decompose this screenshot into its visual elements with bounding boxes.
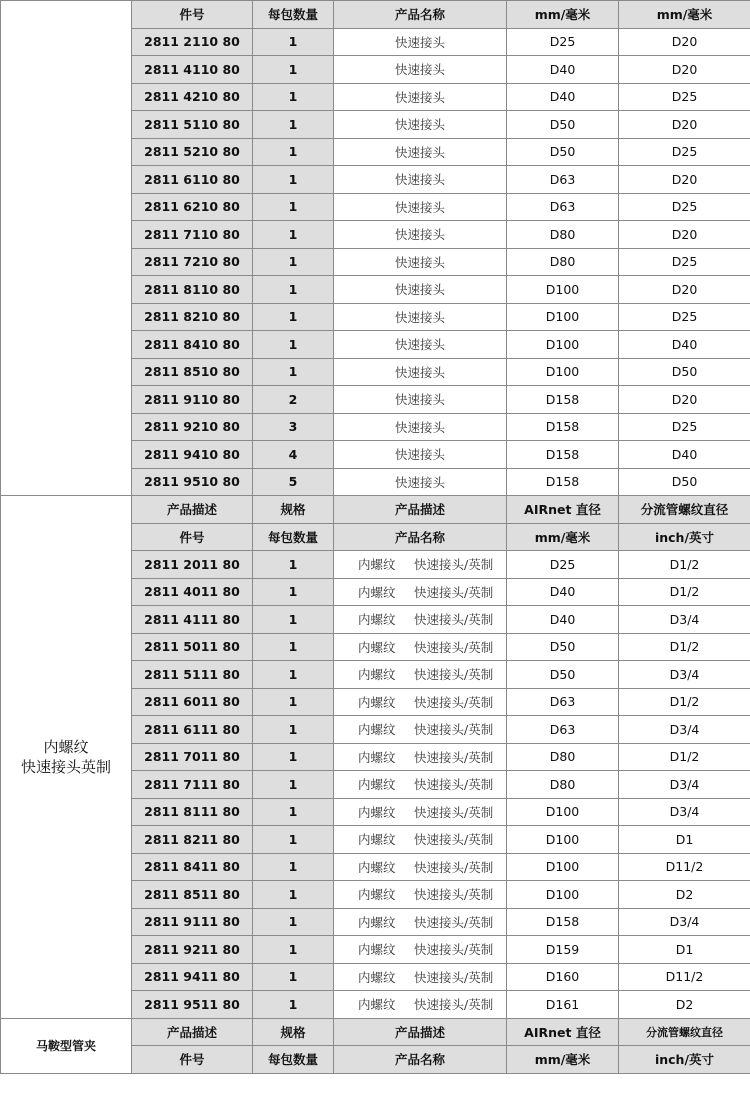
pack-quantity: 2 — [253, 386, 334, 414]
column-header: 产品名称 — [334, 1046, 507, 1074]
thread-diameter-inch: D11/2 — [619, 853, 750, 881]
thread-diameter-inch: D1/2 — [619, 743, 750, 771]
product-name: 快速接头 — [334, 248, 507, 276]
pack-quantity: 1 — [253, 138, 334, 166]
product-name-detail: 快速接头/英制 — [414, 749, 494, 765]
product-name — [334, 606, 507, 634]
part-number: 2811 7011 80 — [132, 743, 253, 771]
diameter-mm-2: D20 — [619, 386, 750, 414]
pack-quantity: 1 — [253, 963, 334, 991]
part-number: 2811 8111 80 — [132, 798, 253, 826]
section3-top-header-row — [1, 1018, 750, 1046]
column-header: mm/毫米 — [619, 1, 750, 29]
section2-label-line2: 快速接头英制 — [20, 757, 111, 776]
diameter-mm: D40 — [507, 578, 619, 606]
column-group-header: 规格 — [253, 496, 334, 524]
pack-quantity: 1 — [253, 881, 334, 909]
diameter-mm: D50 — [507, 111, 619, 139]
diameter-mm-2: D20 — [619, 111, 750, 139]
product-name — [334, 826, 507, 854]
product-name — [334, 661, 507, 689]
diameter-mm: D100 — [507, 358, 619, 386]
diameter-mm: D100 — [507, 881, 619, 909]
product-name: 快速接头 — [334, 276, 507, 304]
part-number: 2811 9411 80 — [132, 963, 253, 991]
part-number: 2811 9111 80 — [132, 908, 253, 936]
pack-quantity: 1 — [253, 248, 334, 276]
pack-quantity: 1 — [253, 551, 334, 579]
diameter-mm-2: D20 — [619, 28, 750, 56]
pack-quantity: 1 — [253, 936, 334, 964]
part-number: 2811 2011 80 — [132, 551, 253, 579]
thread-diameter-inch: D3/4 — [619, 908, 750, 936]
product-name-detail: 快速接头/英制 — [414, 667, 494, 683]
diameter-mm: D63 — [507, 716, 619, 744]
pack-quantity: 3 — [253, 413, 334, 441]
pack-quantity: 1 — [253, 826, 334, 854]
product-name — [334, 551, 507, 579]
product-name — [334, 578, 507, 606]
section1-header-row — [1, 1, 750, 29]
pack-quantity: 1 — [253, 578, 334, 606]
product-name-detail: 快速接头/英制 — [414, 859, 494, 875]
product-name-type: 内螺纹 — [358, 804, 396, 820]
pack-quantity: 1 — [253, 193, 334, 221]
column-header: 件号 — [132, 1046, 253, 1074]
diameter-mm: D158 — [507, 413, 619, 441]
column-group-header: 分流管螺纹直径 — [619, 496, 750, 524]
section3-label: 马鞍型管夹 — [1, 1018, 132, 1073]
part-number: 2811 5011 80 — [132, 633, 253, 661]
product-name-type: 内螺纹 — [358, 667, 396, 683]
part-number: 2811 6110 80 — [132, 166, 253, 194]
product-name: 快速接头 — [334, 303, 507, 331]
part-number: 2811 4011 80 — [132, 578, 253, 606]
thread-diameter-inch: D1/2 — [619, 688, 750, 716]
product-name: 快速接头 — [334, 468, 507, 496]
product-name-detail: 快速接头/英制 — [414, 832, 494, 848]
product-name-type: 内螺纹 — [358, 997, 396, 1013]
diameter-mm-2: D20 — [619, 56, 750, 84]
product-name-detail: 快速接头/英制 — [414, 584, 494, 600]
diameter-mm: D25 — [507, 551, 619, 579]
product-name-type: 内螺纹 — [358, 914, 396, 930]
diameter-mm-2: D50 — [619, 468, 750, 496]
diameter-mm-2: D25 — [619, 83, 750, 111]
column-group-header: 分流管螺纹直径 — [619, 1018, 750, 1046]
diameter-mm: D161 — [507, 991, 619, 1019]
product-name-detail: 快速接头/英制 — [414, 557, 494, 573]
part-number: 2811 9110 80 — [132, 386, 253, 414]
product-name-type: 内螺纹 — [358, 749, 396, 765]
part-number: 2811 7110 80 — [132, 221, 253, 249]
column-header: 每包数量 — [253, 523, 334, 551]
column-header: 每包数量 — [253, 1046, 334, 1074]
product-name-detail: 快速接头/英制 — [414, 777, 494, 793]
diameter-mm: D40 — [507, 606, 619, 634]
diameter-mm: D63 — [507, 193, 619, 221]
pack-quantity: 1 — [253, 771, 334, 799]
column-group-header: AIRnet 直径 — [507, 1018, 619, 1046]
pack-quantity: 1 — [253, 276, 334, 304]
product-name — [334, 963, 507, 991]
product-name-detail: 快速接头/英制 — [414, 942, 494, 958]
diameter-mm: D160 — [507, 963, 619, 991]
column-header: mm/毫米 — [507, 523, 619, 551]
part-number: 2811 5210 80 — [132, 138, 253, 166]
diameter-mm: D63 — [507, 688, 619, 716]
pack-quantity: 1 — [253, 606, 334, 634]
pack-quantity: 1 — [253, 28, 334, 56]
part-number: 2811 8410 80 — [132, 331, 253, 359]
product-name-type: 内螺纹 — [358, 722, 396, 738]
column-header: 产品名称 — [334, 523, 507, 551]
diameter-mm: D25 — [507, 28, 619, 56]
part-number: 2811 8211 80 — [132, 826, 253, 854]
product-name — [334, 991, 507, 1019]
thread-diameter-inch: D3/4 — [619, 798, 750, 826]
diameter-mm: D40 — [507, 83, 619, 111]
thread-diameter-inch: D2 — [619, 881, 750, 909]
product-name — [334, 908, 507, 936]
section2-label-line1: 内螺纹 — [43, 737, 89, 756]
product-name-detail: 快速接头/英制 — [414, 997, 494, 1013]
diameter-mm-2: D25 — [619, 248, 750, 276]
diameter-mm: D50 — [507, 138, 619, 166]
part-number: 2811 9210 80 — [132, 413, 253, 441]
pack-quantity: 1 — [253, 743, 334, 771]
diameter-mm-2: D40 — [619, 331, 750, 359]
column-group-header: 产品描述 — [132, 496, 253, 524]
diameter-mm-2: D25 — [619, 303, 750, 331]
product-name: 快速接头 — [334, 386, 507, 414]
part-number: 2811 5111 80 — [132, 661, 253, 689]
product-name — [334, 688, 507, 716]
product-name: 快速接头 — [334, 83, 507, 111]
product-name-detail: 快速接头/英制 — [414, 887, 494, 903]
thread-diameter-inch: D3/4 — [619, 661, 750, 689]
product-name-type: 内螺纹 — [358, 969, 396, 985]
diameter-mm-2: D50 — [619, 358, 750, 386]
part-number: 2811 4111 80 — [132, 606, 253, 634]
product-name — [334, 936, 507, 964]
pack-quantity: 1 — [253, 633, 334, 661]
diameter-mm-2: D20 — [619, 221, 750, 249]
product-name-type: 内螺纹 — [358, 694, 396, 710]
part-number: 2811 9410 80 — [132, 441, 253, 469]
product-name-detail: 快速接头/英制 — [414, 612, 494, 628]
part-number: 2811 4210 80 — [132, 83, 253, 111]
diameter-mm: D63 — [507, 166, 619, 194]
column-header: 每包数量 — [253, 1, 334, 29]
pack-quantity: 1 — [253, 991, 334, 1019]
diameter-mm-2: D20 — [619, 166, 750, 194]
diameter-mm: D158 — [507, 386, 619, 414]
part-number: 2811 7210 80 — [132, 248, 253, 276]
column-header: 件号 — [132, 1, 253, 29]
diameter-mm: D100 — [507, 303, 619, 331]
product-name-detail: 快速接头/英制 — [414, 722, 494, 738]
product-name: 快速接头 — [334, 28, 507, 56]
diameter-mm: D158 — [507, 468, 619, 496]
product-name-type: 内螺纹 — [358, 887, 396, 903]
column-group-header: 规格 — [253, 1018, 334, 1046]
product-name: 快速接头 — [334, 111, 507, 139]
product-name-type: 内螺纹 — [358, 612, 396, 628]
part-number: 2811 7111 80 — [132, 771, 253, 799]
diameter-mm: D80 — [507, 248, 619, 276]
diameter-mm-2: D20 — [619, 276, 750, 304]
pack-quantity: 1 — [253, 716, 334, 744]
product-name: 快速接头 — [334, 56, 507, 84]
product-name — [334, 633, 507, 661]
product-name-detail: 快速接头/英制 — [414, 639, 494, 655]
pack-quantity: 1 — [253, 56, 334, 84]
product-name-detail: 快速接头/英制 — [414, 914, 494, 930]
diameter-mm-2: D25 — [619, 138, 750, 166]
product-name: 快速接头 — [334, 193, 507, 221]
part-number: 2811 8511 80 — [132, 881, 253, 909]
diameter-mm: D80 — [507, 771, 619, 799]
product-name: 快速接头 — [334, 331, 507, 359]
pack-quantity: 1 — [253, 83, 334, 111]
pack-quantity: 1 — [253, 661, 334, 689]
pack-quantity: 1 — [253, 111, 334, 139]
pack-quantity: 1 — [253, 303, 334, 331]
diameter-mm: D158 — [507, 441, 619, 469]
product-name-type: 内螺纹 — [358, 832, 396, 848]
product-name — [334, 771, 507, 799]
pack-quantity: 4 — [253, 441, 334, 469]
product-name: 快速接头 — [334, 441, 507, 469]
thread-diameter-inch: D2 — [619, 991, 750, 1019]
thread-diameter-inch: D1/2 — [619, 633, 750, 661]
product-name — [334, 853, 507, 881]
part-number: 2811 8210 80 — [132, 303, 253, 331]
part-number: 2811 9510 80 — [132, 468, 253, 496]
column-group-header: 产品描述 — [334, 1018, 507, 1046]
column-header: mm/毫米 — [507, 1, 619, 29]
product-name — [334, 881, 507, 909]
column-header: mm/毫米 — [507, 1046, 619, 1074]
thread-diameter-inch: D3/4 — [619, 716, 750, 744]
pack-quantity: 1 — [253, 331, 334, 359]
diameter-mm: D100 — [507, 798, 619, 826]
thread-diameter-inch: D3/4 — [619, 606, 750, 634]
part-number: 2811 9211 80 — [132, 936, 253, 964]
product-name-detail: 快速接头/英制 — [414, 969, 494, 985]
diameter-mm: D158 — [507, 908, 619, 936]
diameter-mm: D40 — [507, 56, 619, 84]
diameter-mm: D100 — [507, 276, 619, 304]
part-number: 2811 5110 80 — [132, 111, 253, 139]
column-group-header: AIRnet 直径 — [507, 496, 619, 524]
product-name-type: 内螺纹 — [358, 942, 396, 958]
product-name-detail: 快速接头/英制 — [414, 804, 494, 820]
product-name-type: 内螺纹 — [358, 639, 396, 655]
diameter-mm: D80 — [507, 743, 619, 771]
column-group-header: 产品描述 — [334, 496, 507, 524]
product-name — [334, 743, 507, 771]
column-header: inch/英寸 — [619, 1046, 750, 1074]
pack-quantity: 1 — [253, 853, 334, 881]
product-name: 快速接头 — [334, 138, 507, 166]
section2-label — [1, 496, 132, 1019]
pack-quantity: 1 — [253, 166, 334, 194]
column-group-header: 产品描述 — [132, 1018, 253, 1046]
thread-diameter-inch: D11/2 — [619, 963, 750, 991]
part-number: 2811 8411 80 — [132, 853, 253, 881]
section1-label — [1, 1, 132, 496]
pack-quantity: 1 — [253, 798, 334, 826]
product-name — [334, 798, 507, 826]
product-name: 快速接头 — [334, 358, 507, 386]
part-number: 2811 4110 80 — [132, 56, 253, 84]
product-name-type: 内螺纹 — [358, 859, 396, 875]
column-header: 产品名称 — [334, 1, 507, 29]
product-name: 快速接头 — [334, 166, 507, 194]
thread-diameter-inch: D1 — [619, 826, 750, 854]
part-number: 2811 8510 80 — [132, 358, 253, 386]
product-name-type: 内螺纹 — [358, 777, 396, 793]
diameter-mm: D100 — [507, 853, 619, 881]
pack-quantity: 1 — [253, 221, 334, 249]
part-number: 2811 6111 80 — [132, 716, 253, 744]
diameter-mm: D50 — [507, 633, 619, 661]
product-name: 快速接头 — [334, 221, 507, 249]
pack-quantity: 1 — [253, 688, 334, 716]
product-name-type: 内螺纹 — [358, 557, 396, 573]
diameter-mm: D159 — [507, 936, 619, 964]
part-number: 2811 2110 80 — [132, 28, 253, 56]
diameter-mm-2: D25 — [619, 193, 750, 221]
part-number: 2811 8110 80 — [132, 276, 253, 304]
diameter-mm-2: D25 — [619, 413, 750, 441]
column-header: 件号 — [132, 523, 253, 551]
thread-diameter-inch: D1/2 — [619, 551, 750, 579]
thread-diameter-inch: D1/2 — [619, 578, 750, 606]
pack-quantity: 1 — [253, 908, 334, 936]
thread-diameter-inch: D1 — [619, 936, 750, 964]
diameter-mm: D80 — [507, 221, 619, 249]
product-name: 快速接头 — [334, 413, 507, 441]
product-name-type: 内螺纹 — [358, 584, 396, 600]
thread-diameter-inch: D3/4 — [619, 771, 750, 799]
part-number: 2811 6011 80 — [132, 688, 253, 716]
diameter-mm: D100 — [507, 331, 619, 359]
part-number: 2811 9511 80 — [132, 991, 253, 1019]
part-number: 2811 6210 80 — [132, 193, 253, 221]
product-name-detail: 快速接头/英制 — [414, 694, 494, 710]
section2-top-header-row — [1, 496, 750, 524]
product-name — [334, 716, 507, 744]
column-header: inch/英寸 — [619, 523, 750, 551]
diameter-mm-2: D40 — [619, 441, 750, 469]
diameter-mm: D50 — [507, 661, 619, 689]
pack-quantity: 1 — [253, 358, 334, 386]
pack-quantity: 5 — [253, 468, 334, 496]
diameter-mm: D100 — [507, 826, 619, 854]
